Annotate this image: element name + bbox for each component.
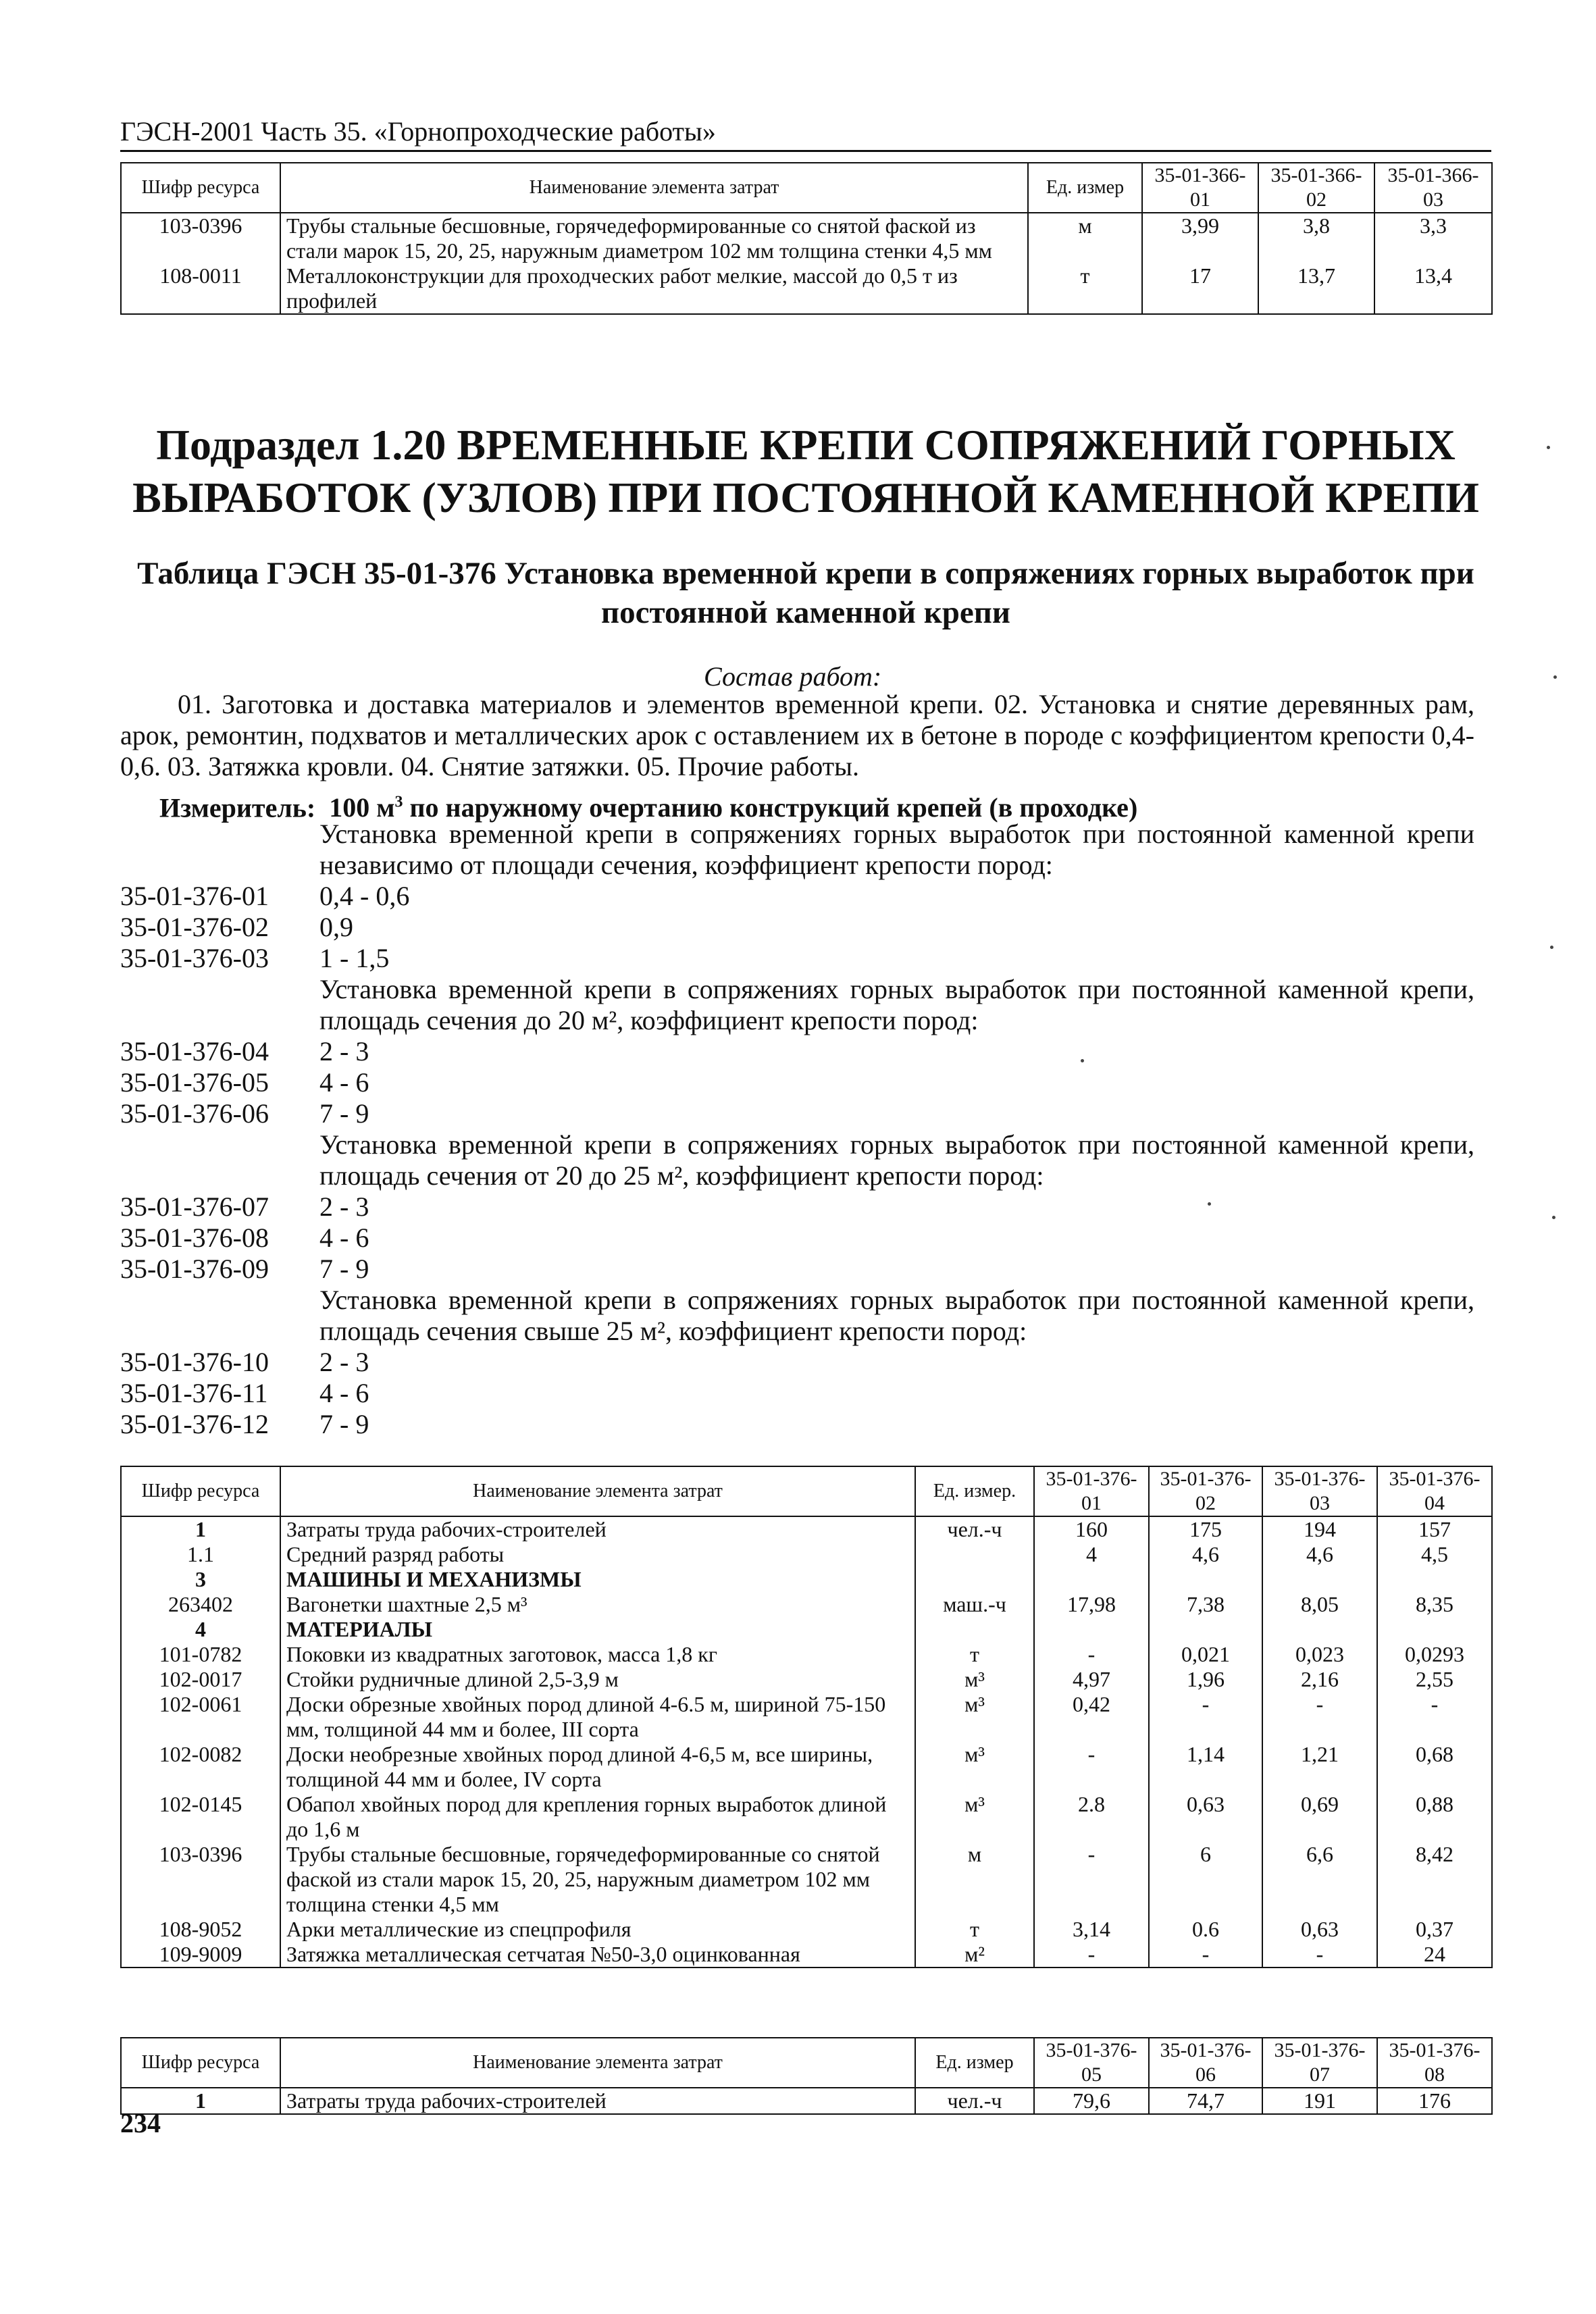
row-value: 6,6 [1262,1842,1377,1917]
row-value: - [1149,1942,1262,1968]
row-unit: м [1028,213,1142,263]
norm-code: 35-01-376-08 [120,1223,269,1253]
row-name: Вагонетки шахтные 2,5 м³ [280,1592,915,1617]
row-code: 102-0017 [121,1667,280,1692]
row-value: 4,97 [1034,1667,1149,1692]
row-unit: чел.-ч [915,1516,1034,1542]
norm-item [120,1378,1474,1409]
row-name: МАШИНЫ И МЕХАНИЗМЫ [280,1567,915,1592]
norm-value: 7 - 9 [319,1254,369,1284]
section-title: Подраздел 1.20 ВРЕМЕННЫЕ КРЕПИ СОПРЯЖЕНИЙ ГОРНЫХ ВЫРАБОТОК (УЗЛОВ) ПРИ ПОСТОЯННОЙ КАМЕННОЙ КРЕПИ [132,421,1479,521]
meter-value: 100 $м^3$ по наружному очертанию конструкций крепей (в проходке) [329,792,1138,823]
scan-speck [1208,1202,1211,1206]
row-code: 108-0011 [121,263,280,314]
works-description: 01. Заготовка и доставка материалов и элементов временной крепи. 02. Установка и снятие деревянных рам, арок, ремонтин, подхватов и металлических арок с оставлением их в бетоне в породе с коэффициентом крепости 0,4-0,6. 03. Затяжка кровли. 04. Снятие затяжки. 05. Прочие работы. [120,689,1474,781]
norm-item [120,1036,1474,1067]
row-value: 160 [1034,1516,1149,1542]
header-code: Шифр ресурса [121,2038,280,2088]
norm-item [120,1098,1474,1129]
norm-group-description: Установка временной крепи в сопряжениях горных выработок при постоянной каменной крепи, площадь сечения свыше 25 м², коэффициент крепости пород: [319,1285,1474,1346]
row-name: Трубы стальные бесшовные, горячедеформированные со снятой фаской из стали марок 15, 20, 25, наружным диаметром 102 мм толщина стенки 4,5 мм [280,213,1028,263]
row-code: 103-0396 [121,213,280,263]
table-header-row [121,1466,1492,1516]
norm-value: 4 - 6 [319,1223,369,1253]
row-value: 0,021 [1149,1642,1262,1667]
header-unit: Ед. измер [1028,163,1142,213]
header-name: Наименование элемента затрат [280,1466,915,1516]
header-norm-code: 35-01-376-07 [1262,2038,1377,2088]
row-value: 0,69 [1262,1792,1377,1842]
norm-code: 35-01-376-12 [120,1409,269,1439]
row-code: 102-0145 [121,1792,280,1842]
norm-group-description: Установка временной крепи в сопряжениях горных выработок при постоянной каменной крепи независимо от площади сечения, коэффициент крепости пород: [319,819,1474,880]
main-resource-table [120,1466,1493,1968]
scan-speck [1552,1216,1555,1219]
row-value: 3,3 [1374,213,1492,263]
norm-value: 4 - 6 [319,1378,369,1408]
header-norm-code: 35-01-366-02 [1258,163,1374,213]
norm-value: 0,4 - 0,6 [319,881,410,911]
norm-group-description: Установка временной крепи в сопряжениях горных выработок при постоянной каменной крепи, площадь сечения от 20 до 25 м², коэффициент крепости пород: [319,1129,1474,1191]
row-value: 4,5 [1377,1542,1492,1567]
norm-code: 35-01-376-07 [120,1191,269,1222]
row-value [1149,1617,1262,1642]
norm-value: 2 - 3 [319,1347,369,1377]
header-unit: Ед. измер [915,2038,1034,2088]
row-unit: м [915,1842,1034,1917]
row-value [1262,1567,1377,1592]
running-header: ГЭСН-2001 Часть 35. «Горнопроходческие работы» [120,113,1491,152]
table-row [121,1917,1492,1942]
table-row [121,263,1492,314]
norm-item [120,1409,1474,1440]
row-value: 0,0293 [1377,1642,1492,1667]
row-code: 108-9052 [121,1917,280,1942]
row-value [1262,1617,1377,1642]
row-value: - [1262,1692,1377,1742]
table-row [121,1792,1492,1842]
table-row [121,213,1492,263]
row-value: 4 [1034,1542,1149,1567]
row-value: 13,4 [1374,263,1492,314]
row-name: Доски обрезные хвойных пород длиной 4-6.5 м, шириной 75-150 мм, толщиной 44 мм и более, III сорта [280,1692,915,1742]
row-value: 2.8 [1034,1792,1149,1842]
row-value: 6 [1149,1842,1262,1917]
bottom-resource-table [120,2037,1493,2115]
row-value: 175 [1149,1516,1262,1542]
header-norm-code: 35-01-366-03 [1374,163,1492,213]
page-number: 234 [120,2108,161,2138]
row-value [1377,1567,1492,1592]
header-name: Наименование элемента затрат [280,2038,915,2088]
row-value [1149,1567,1262,1592]
row-value: - [1034,1742,1149,1792]
norm-item [120,1347,1474,1378]
row-value: 194 [1262,1516,1377,1542]
row-unit [915,1567,1034,1592]
row-value: 0,63 [1262,1917,1377,1942]
row-value [1034,1617,1149,1642]
table-row [121,1516,1492,1542]
row-unit: м³ [915,1792,1034,1842]
table-header-row [121,2038,1492,2088]
norm-item [120,1067,1474,1098]
scan-speck [1081,1059,1084,1062]
norm-code: 35-01-376-01 [120,881,269,911]
row-value: - [1034,1942,1149,1968]
row-name: Трубы стальные бесшовные, горячедеформированные со снятой фаской из стали марок 15, 20, 25, наружным диаметром 102 мм толщина стенки 4,5 мм [280,1842,915,1917]
row-name: Стойки рудничные длиной 2,5-3,9 м [280,1667,915,1692]
norm-value: 4 - 6 [319,1067,369,1098]
row-code: 1.1 [121,1542,280,1567]
table-row [121,1567,1492,1592]
row-unit [915,1617,1034,1642]
header-unit: Ед. измер. [915,1466,1034,1516]
table-row [121,1692,1492,1742]
norm-item [120,943,1474,974]
row-code: 1 [121,1516,280,1542]
table-row [121,1842,1492,1917]
row-code: 1 [121,2088,280,2114]
norm-value: 2 - 3 [319,1036,369,1066]
norm-code: 35-01-376-02 [120,912,269,942]
row-code: 3 [121,1567,280,1592]
norm-code: 35-01-376-05 [120,1067,269,1098]
row-value: 191 [1262,2088,1377,2114]
norm-value: 1 - 1,5 [319,943,390,973]
row-value: 3,14 [1034,1917,1149,1942]
header-code: Шифр ресурса [121,1466,280,1516]
row-value: 3,8 [1258,213,1374,263]
norm-list [120,819,1474,1440]
row-name: МАТЕРИАЛЫ [280,1617,915,1642]
table-row [121,1942,1492,1968]
header-norm-code: 35-01-376-08 [1377,2038,1492,2088]
row-value: 4,6 [1149,1542,1262,1567]
header-norm-code: 35-01-376-01 [1034,1466,1149,1516]
row-value: 0,68 [1377,1742,1492,1792]
row-name: Арки металлические из спецпрофиля [280,1917,915,1942]
norm-item [120,912,1474,943]
row-value: 176 [1377,2088,1492,2114]
row-value: 74,7 [1149,2088,1262,2114]
row-value: 0,023 [1262,1642,1377,1667]
row-value: 8,05 [1262,1592,1377,1617]
header-code: Шифр ресурса [121,163,280,213]
scan-speck [1547,446,1550,449]
row-value: 0,63 [1149,1792,1262,1842]
row-value: - [1262,1942,1377,1968]
row-unit: маш.-ч [915,1592,1034,1617]
meter-label: Измеритель: [159,792,316,823]
row-name: Средний разряд работы [280,1542,915,1567]
row-name: Поковки из квадратных заготовок, масса 1,8 кг [280,1642,915,1667]
table-title: Таблица ГЭСН 35-01-376 Установка временной крепи в сопряжениях горных выработок при постоянной каменной крепи [137,556,1474,630]
row-name: Металлоконструкции для проходческих работ мелкие, массой до 0,5 т из профилей [280,263,1028,314]
row-code: 109-9009 [121,1942,280,1968]
norm-code: 35-01-376-04 [120,1036,269,1066]
norm-item [120,881,1474,912]
row-value: 7,38 [1149,1592,1262,1617]
row-value: 1,96 [1149,1667,1262,1692]
row-value: 79,6 [1034,2088,1149,2114]
row-value: 17 [1142,263,1258,314]
norm-item [120,1191,1474,1223]
row-code: 102-0082 [121,1742,280,1792]
row-value: 0,88 [1377,1792,1492,1842]
header-norm-code: 35-01-376-04 [1377,1466,1492,1516]
row-unit [915,1542,1034,1567]
row-unit: т [915,1642,1034,1667]
table-row [121,1617,1492,1642]
table-row [121,1667,1492,1692]
table-row [121,1542,1492,1567]
row-value: 3,99 [1142,213,1258,263]
row-value: 1,14 [1149,1742,1262,1792]
row-value: 0.6 [1149,1917,1262,1942]
header-norm-code: 35-01-366-01 [1142,163,1258,213]
row-code: 263402 [121,1592,280,1617]
row-code: 102-0061 [121,1692,280,1742]
row-name: Затраты труда рабочих-строителей [280,1516,915,1542]
row-value: 13,7 [1258,263,1374,314]
row-value [1377,1617,1492,1642]
row-unit: м³ [915,1667,1034,1692]
norm-code: 35-01-376-03 [120,943,269,973]
norm-value: 7 - 9 [319,1098,369,1129]
table-header-row [121,163,1492,213]
scan-speck [1550,946,1553,949]
row-value: 2,16 [1262,1667,1377,1692]
row-name: Обапол хвойных пород для крепления горных выработок длиной до 1,6 м [280,1792,915,1842]
top-resource-table [120,162,1493,315]
row-value: 8,35 [1377,1592,1492,1617]
header-norm-code: 35-01-376-06 [1149,2038,1262,2088]
header-name: Наименование элемента затрат [280,163,1028,213]
row-value: - [1034,1842,1149,1917]
norm-code: 35-01-376-11 [120,1378,268,1408]
row-unit: м³ [915,1692,1034,1742]
row-unit: т [915,1917,1034,1942]
table-row [121,1742,1492,1792]
table-row [121,1592,1492,1617]
row-value: - [1377,1692,1492,1742]
row-value: - [1149,1692,1262,1742]
table-row [121,2088,1492,2114]
header-norm-code: 35-01-376-03 [1262,1466,1377,1516]
row-code: 101-0782 [121,1642,280,1667]
scan-speck [1553,675,1557,679]
row-value: 0,37 [1377,1917,1492,1942]
row-value: 1,21 [1262,1742,1377,1792]
row-value [1034,1567,1149,1592]
row-code: 4 [121,1617,280,1642]
row-code: 103-0396 [121,1842,280,1917]
works-label: Состав работ: [704,661,882,692]
row-unit: м³ [915,1742,1034,1792]
row-unit: чел.-ч [915,2088,1034,2114]
norm-code: 35-01-376-09 [120,1254,269,1284]
row-value: 17,98 [1034,1592,1149,1617]
row-value: 24 [1377,1942,1492,1968]
row-value: 157 [1377,1516,1492,1542]
row-value: 0,42 [1034,1692,1149,1742]
row-value: - [1034,1642,1149,1667]
row-value: 8,42 [1377,1842,1492,1917]
row-name: Доски необрезные хвойных пород длиной 4-6,5 м, все ширины, толщиной 44 мм и более, IV сорта [280,1742,915,1792]
row-unit: м² [915,1942,1034,1968]
norm-code: 35-01-376-10 [120,1347,269,1377]
header-norm-code: 35-01-376-05 [1034,2038,1149,2088]
row-name: Затяжка металлическая сетчатая №50-3,0 оцинкованная [280,1942,915,1968]
table-row [121,1642,1492,1667]
row-name: Затраты труда рабочих-строителей [280,2088,915,2114]
norm-value: 7 - 9 [319,1409,369,1439]
row-value: 2,55 [1377,1667,1492,1692]
norm-group-description: Установка временной крепи в сопряжениях горных выработок при постоянной каменной крепи, площадь сечения до 20 м², коэффициент крепости пород: [319,974,1474,1035]
header-norm-code: 35-01-376-02 [1149,1466,1262,1516]
norm-value: 0,9 [319,912,353,942]
row-unit: т [1028,263,1142,314]
norm-item [120,1254,1474,1285]
norm-code: 35-01-376-06 [120,1098,269,1129]
norm-value: 2 - 3 [319,1191,369,1222]
norm-item [120,1223,1474,1254]
row-value: 4,6 [1262,1542,1377,1567]
